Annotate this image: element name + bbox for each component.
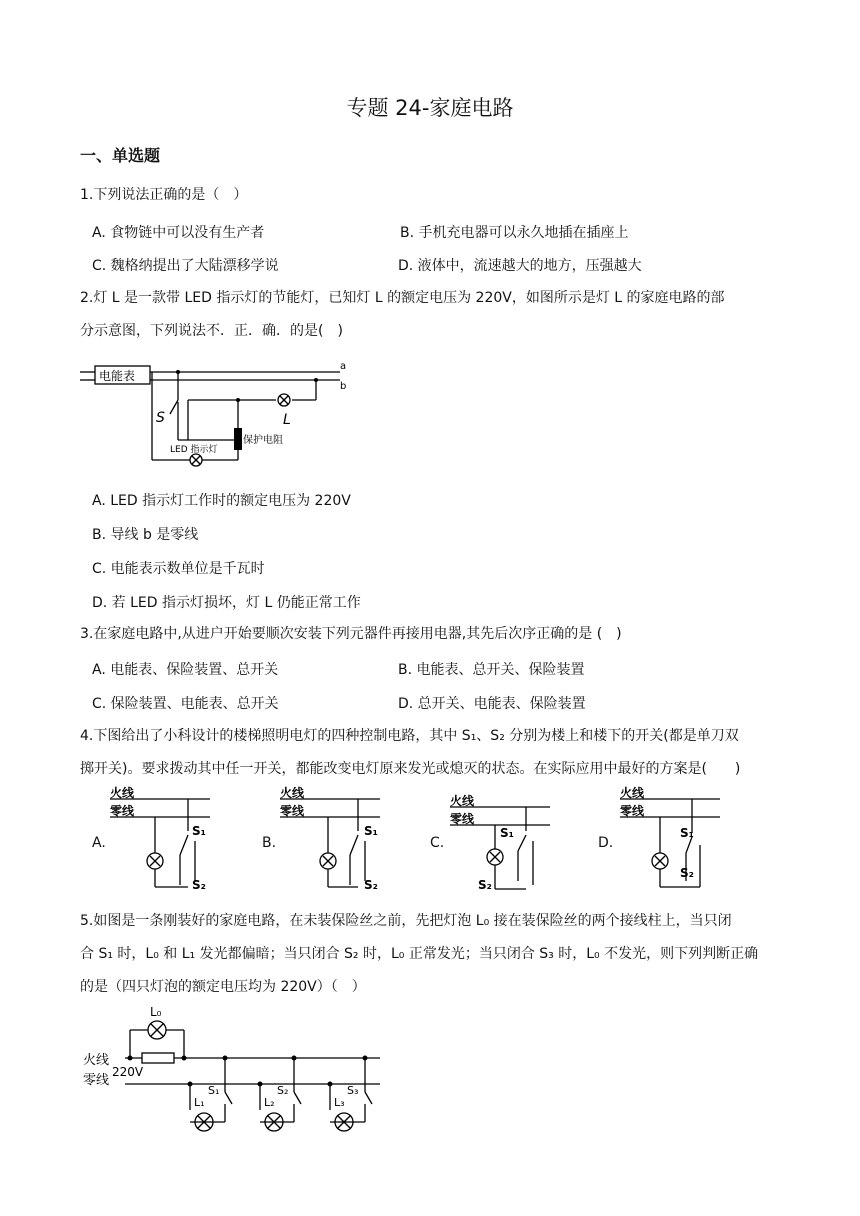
q4-option-c[interactable]: C. xyxy=(430,835,445,851)
q5-circuit-diagram xyxy=(80,1000,390,1140)
q4d-neutral-label: 零线 xyxy=(620,804,645,818)
q1-option-a[interactable]: A. 食物链中可以没有生产者 xyxy=(92,225,265,241)
question-1-stem: 1.下列说法正确的是（ ） xyxy=(80,187,248,203)
q4c-s1-label: S₁ xyxy=(500,826,514,840)
q3-option-b[interactable]: B. 电能表、总开关、保险装置 xyxy=(398,662,585,678)
q4b-s2-label: S₂ xyxy=(364,878,378,892)
q3-option-c[interactable]: C. 保险装置、电能表、总开关 xyxy=(92,696,279,712)
q5-s1-label: S₁ xyxy=(208,1084,220,1097)
q4a-live-label: 火线 xyxy=(110,786,135,800)
q2-lamp-label: L xyxy=(283,412,291,428)
q5-s2-label: S₂ xyxy=(277,1084,289,1097)
question-5-stem-line3: 的是（四只灯泡的额定电压均为 220V）（ ） xyxy=(80,979,366,995)
section-heading: 一、单选题 xyxy=(80,146,161,165)
q2-option-b[interactable]: B. 导线 b 是零线 xyxy=(92,527,199,543)
q4b-neutral-label: 零线 xyxy=(280,804,305,818)
q2-switch-label: S xyxy=(156,410,165,426)
q2-wire-a-label: a xyxy=(340,361,347,372)
q4d-live-label: 火线 xyxy=(620,786,645,800)
question-2-stem-line2: 分示意图，下列说法不．正．确．的是( ) xyxy=(80,323,343,339)
q5-live-label: 火线 xyxy=(83,1053,110,1068)
q2-wire-b-label: b xyxy=(340,381,347,392)
question-5-stem-line1: 5.如图是一条刚装好的家庭电路，在未装保险丝之前，先把灯泡 L₀ 接在装保险丝的两个接线柱上，当只闭 xyxy=(80,913,732,929)
q2-led-label: LED 指示灯 xyxy=(170,445,218,455)
q5-l1-label: L₁ xyxy=(194,1096,205,1109)
q4c-live-label: 火线 xyxy=(450,794,475,808)
question-3-stem: 3.在家庭电路中,从进户开始要顺次安装下列元器件再接用电器,其先后次序正确的是 ( ) xyxy=(80,626,622,642)
q4c-neutral-label: 零线 xyxy=(450,812,475,826)
question-2-stem-line1: 2.灯 L 是一款带 LED 指示灯的节能灯，已知灯 L 的额定电压为 220V，如图所示是灯 L 的家庭电路的部 xyxy=(80,290,725,306)
q2-meter-label: 电能表 xyxy=(99,369,136,383)
q5-l3-label: L₃ xyxy=(334,1096,345,1109)
q4-option-d[interactable]: D. xyxy=(598,835,614,851)
q5-l0-label: L₀ xyxy=(150,1005,162,1019)
q4a-neutral-label: 零线 xyxy=(110,804,135,818)
q4a-s1-label: S₁ xyxy=(192,824,206,838)
q5-voltage-label: 220V xyxy=(112,1065,144,1079)
q2-option-c[interactable]: C. 电能表示数单位是千瓦时 xyxy=(92,561,265,577)
question-4-stem-line1: 4.下图给出了小科设计的楼梯照明电灯的四种控制电路，其中 S₁、S₂ 分别为楼上和楼下的开关(都是单刀双 xyxy=(80,728,739,744)
q3-option-d[interactable]: D. 总开关、电能表、保险装置 xyxy=(398,696,586,712)
question-4-stem-line2: 掷开关)。要求拨动其中任一开关，都能改变电灯原来发光或熄灭的状态。在实际应用中最好的方案是( ) xyxy=(80,761,741,777)
q2-circuit-diagram xyxy=(80,352,370,472)
q1-option-c[interactable]: C. 魏格纳提出了大陆漂移学说 xyxy=(92,258,279,274)
page-title: 专题 24-家庭电路 xyxy=(346,96,514,120)
q4b-live-label: 火线 xyxy=(280,786,305,800)
q2-resistor-label: 保护电阻 xyxy=(243,435,283,446)
q4a-s2-label: S₂ xyxy=(192,878,206,892)
q4-option-a[interactable]: A. xyxy=(92,835,106,851)
q4c-s2-label: S₂ xyxy=(478,878,492,892)
q2-option-d[interactable]: D. 若 LED 指示灯损坏，灯 L 仍能正常工作 xyxy=(92,595,361,611)
q1-option-b[interactable]: B. 手机充电器可以永久地插在插座上 xyxy=(400,225,629,241)
q4d-s2-label: S₂ xyxy=(680,866,694,880)
q4d-s1-label: S₁ xyxy=(680,826,694,840)
q5-neutral-label: 零线 xyxy=(83,1073,110,1088)
q1-option-d[interactable]: D. 液体中，流速越大的地方，压强越大 xyxy=(398,258,642,274)
q2-option-a[interactable]: A. LED 指示灯工作时的额定电压为 220V xyxy=(92,493,351,509)
question-5-stem-line2: 合 S₁ 时，L₀ 和 L₁ 发光都偏暗；当只闭合 S₂ 时，L₀ 正常发光；当只闭合 S₃ 时，L₀ 不发光，则下列判断正确 xyxy=(80,946,759,962)
q5-s3-label: S₃ xyxy=(347,1084,359,1097)
q4-option-b[interactable]: B. xyxy=(262,835,277,851)
q5-l2-label: L₂ xyxy=(264,1096,275,1109)
q4b-s1-label: S₁ xyxy=(364,824,378,838)
q3-option-a[interactable]: A. 电能表、保险装置、总开关 xyxy=(92,662,279,678)
